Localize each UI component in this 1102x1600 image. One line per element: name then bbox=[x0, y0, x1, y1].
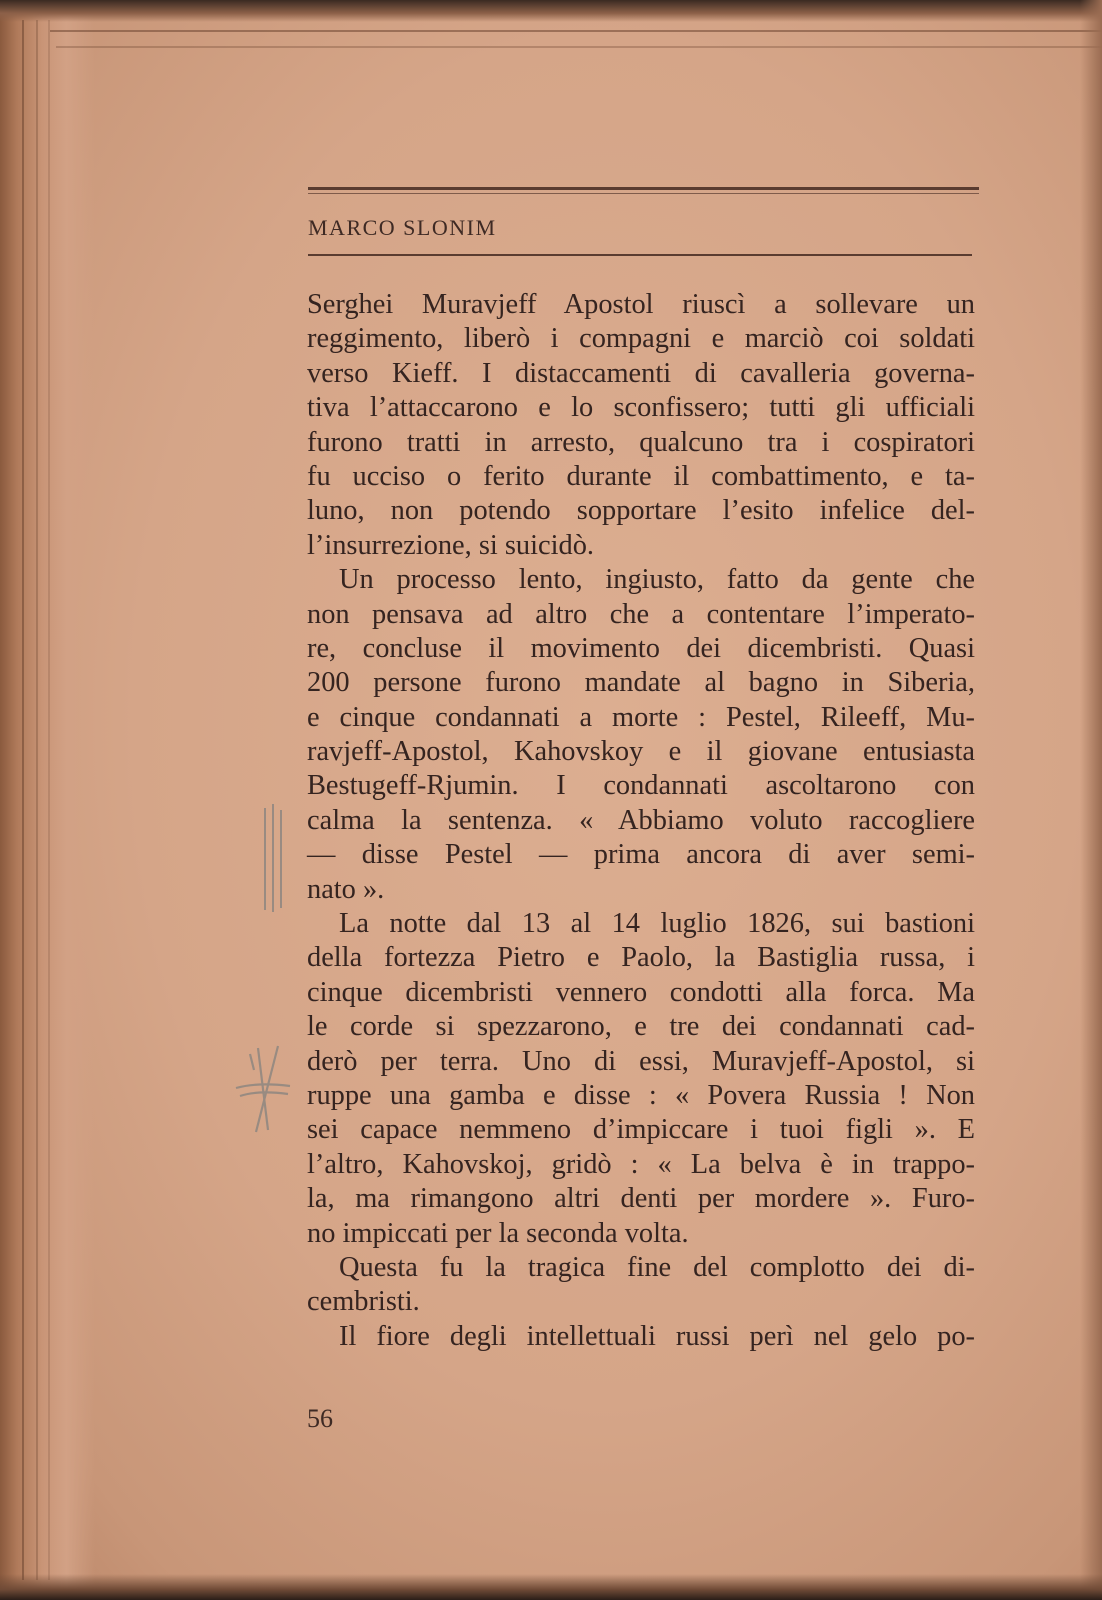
spine-edge-line bbox=[36, 20, 38, 1580]
text-line: fu ucciso o ferito durante il combattimento, e ta- bbox=[307, 460, 975, 492]
header-bottom-rule bbox=[308, 254, 972, 256]
bottom-page-edge bbox=[0, 1574, 1102, 1600]
text-line: furono tratti in arresto, qualcuno tra i cospiratori bbox=[307, 426, 975, 458]
text-line: non pensava ad altro che a contentare l’imperato- bbox=[307, 598, 975, 630]
text-line: Bestugeff-Rjumin. I condannati ascoltarono con bbox=[307, 770, 975, 802]
text-line: re, concluse il movimento dei dicembristi. Quasi bbox=[307, 632, 975, 664]
text-line: cinque dicembristi vennero condotti alla forca. Ma bbox=[307, 976, 975, 1008]
header-top-rule bbox=[308, 187, 979, 190]
header-top-rule-thin bbox=[308, 193, 979, 194]
text-line: calma la sentenza. « Abbiamo voluto raccogliere bbox=[307, 804, 975, 836]
text-line: la, ma rimangono altri denti per mordere ». Furo- bbox=[307, 1183, 975, 1215]
spine-edge-line bbox=[48, 20, 50, 1580]
spine-edge-line bbox=[22, 20, 24, 1580]
text-line: derò per terra. Uno di essi, Muravjeff-Apostol, si bbox=[307, 1045, 975, 1077]
text-line: ruppe una gamba e disse : « Povera Russia ! Non bbox=[307, 1079, 975, 1111]
text-line: reggimento, liberò i compagni e marciò coi soldati bbox=[307, 323, 975, 355]
text-line: tiva l’attaccarono e lo sconfissero; tutti gli ufficiali bbox=[307, 392, 975, 424]
text-line: La notte dal 13 al 14 luglio 1826, sui bastioni bbox=[339, 908, 975, 940]
text-line: Il fiore degli intellettuali russi perì nel gelo po- bbox=[339, 1320, 975, 1352]
text-line: Serghei Muravjeff Apostol riuscì a sollevare un bbox=[307, 289, 975, 320]
text-line: ravjeff-Apostol, Kahovskoy e il giovane entusiasta bbox=[307, 736, 975, 768]
text-line: cembristi. bbox=[307, 1286, 420, 1318]
text-line: le corde si spezzarono, e tre dei condannati cad- bbox=[307, 1011, 975, 1043]
text-line: Questa fu la tragica fine del complotto dei di- bbox=[339, 1251, 975, 1283]
right-page-edge bbox=[1080, 0, 1102, 1600]
text-line: l’insurrezione, si suicidò. bbox=[307, 529, 594, 561]
running-head: MARCO SLONIM bbox=[308, 215, 497, 240]
top-page-edge bbox=[0, 0, 1102, 22]
pencil-cross-mark-icon bbox=[228, 1040, 298, 1140]
text-line: e cinque condannati a morte : Pestel, Rileeff, Mu- bbox=[307, 701, 975, 733]
body-text bbox=[307, 288, 975, 1354]
text-line: — disse Pestel — prima ancora di aver semi- bbox=[307, 839, 975, 871]
text-line: della fortezza Pietro e Paolo, la Bastiglia russa, i bbox=[307, 942, 975, 974]
top-edge-line bbox=[50, 30, 1102, 32]
text-line: sei capace nemmeno d’impiccare i tuoi figli ». E bbox=[307, 1114, 975, 1146]
text-line: no impiccati per la seconda volta. bbox=[307, 1217, 689, 1249]
text-line: Un processo lento, ingiusto, fatto da gente che bbox=[339, 564, 975, 596]
text-line: nato ». bbox=[307, 873, 385, 905]
pencil-margin-mark-icon bbox=[255, 800, 295, 920]
top-edge-line bbox=[56, 46, 1102, 48]
text-line: luno, non potendo sopportare l’esito infelice del- bbox=[307, 495, 975, 527]
page-number: 56 bbox=[307, 1404, 333, 1433]
text-line: verso Kieff. I distaccamenti di cavalleria governa- bbox=[307, 357, 975, 389]
page-spine-shadow bbox=[0, 0, 95, 1600]
text-line: 200 persone furono mandate al bagno in Siberia, bbox=[307, 667, 975, 699]
text-line: l’altro, Kahovskoj, gridò : « La belva è in trappo- bbox=[307, 1148, 975, 1180]
